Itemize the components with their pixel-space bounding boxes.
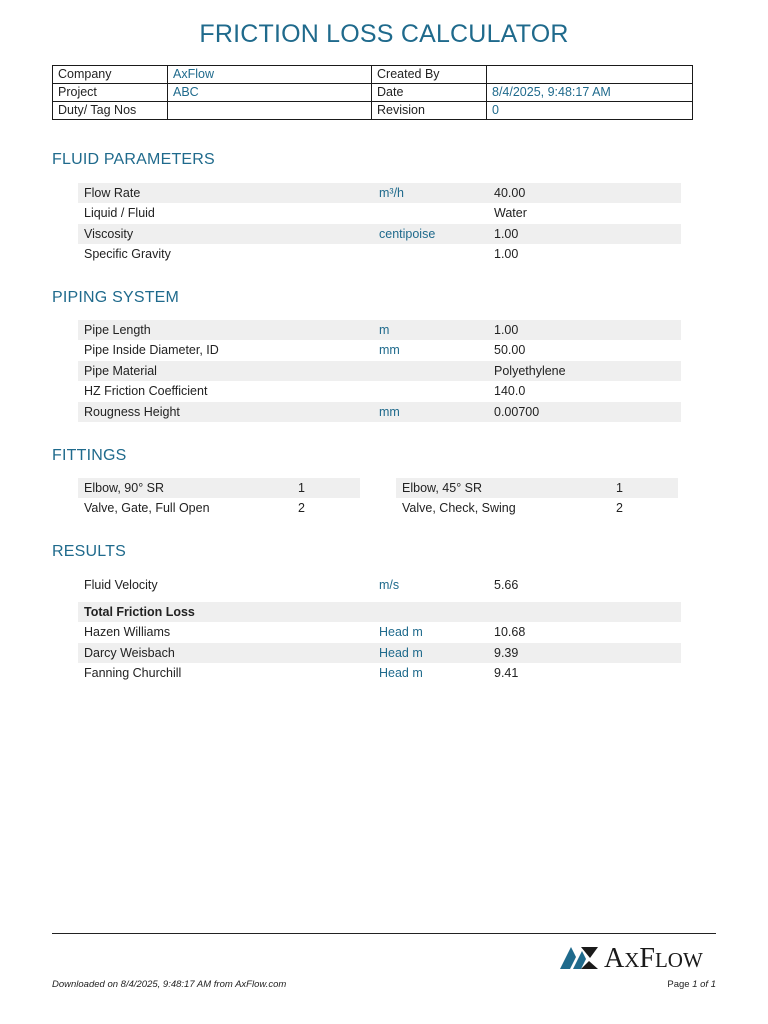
result-value: 9.39 [494,645,519,660]
piping-system-heading: PIPING SYSTEM [52,289,180,306]
param-label: Pipe Material [84,363,157,378]
fittings-right-list [396,478,678,519]
fitting-label: Valve, Gate, Full Open [84,501,210,516]
param-unit: m [379,323,390,337]
param-unit: mm [379,404,400,419]
download-note: Downloaded on 8/4/2025, 9:48:17 AM from AxFlow.com [52,979,287,990]
list-item [78,244,681,264]
info-row [53,102,693,120]
param-label: Flow Rate [84,186,141,200]
fitting-qty: 1 [298,481,305,495]
param-label: Liquid / Fluid [84,206,155,221]
list-item [396,498,678,518]
axflow-logo-text: AXFLOW [604,943,703,974]
param-value: 140.0 [494,384,526,399]
fitting-qty: 2 [616,501,623,516]
param-label: Pipe Inside Diameter, ID [84,343,219,358]
param-value: 1.00 [494,226,519,241]
created-by-value [487,66,693,84]
list-item [78,381,681,401]
result-label: Fanning Churchill [84,666,182,681]
fluid-parameters-heading: FLUID PARAMETERS [52,151,215,168]
list-item [78,643,681,663]
piping-system-list [78,320,681,422]
result-label: Fluid Velocity [84,578,158,592]
page-title: FRICTION LOSS CALCULATOR [199,20,569,48]
param-label: Rougness Height [84,404,180,419]
result-unit: m/s [379,578,400,592]
revision-label: Revision [372,102,487,120]
list-item [78,183,681,203]
fluid-parameters-list [78,183,681,265]
param-value: 1.00 [494,323,519,337]
result-value: 10.68 [494,625,526,640]
param-value: Water [494,206,527,221]
fitting-label: Valve, Check, Swing [402,501,516,516]
param-unit: centipoise [379,226,436,241]
param-value: Polyethylene [494,363,566,378]
info-table [52,65,693,120]
footer-divider [52,933,716,934]
param-value: 50.00 [494,343,526,358]
created-by-label: Created By [372,66,487,84]
revision-value: 0 [487,102,693,120]
page-number: Page 1 of 1 [667,979,716,990]
param-label: Viscosity [84,226,134,241]
result-value: 9.41 [494,666,519,681]
axflow-logo-icon [560,945,600,971]
list-item [78,663,681,683]
list-item [78,575,681,595]
param-label: Pipe Length [84,323,151,337]
list-item [78,361,681,381]
list-item [78,340,681,360]
date-label: Date [372,84,487,102]
fitting-label: Elbow, 90° SR [84,481,165,495]
param-value: 40.00 [494,186,526,200]
list-item [78,622,681,642]
fitting-label: Elbow, 45° SR [402,481,483,495]
results-velocity [78,575,681,595]
list-item [78,224,681,244]
fittings-heading: FITTINGS [52,447,127,464]
info-row [53,84,693,102]
info-row [53,66,693,84]
result-unit: Head m [379,645,423,660]
list-item [78,402,681,422]
param-label: Specific Gravity [84,247,171,262]
date-value: 8/4/2025, 9:48:17 AM [487,84,693,102]
project-value: ABC [168,84,372,102]
list-item [78,478,360,498]
param-unit: m³/h [379,186,404,200]
duty-label: Duty/ Tag Nos [53,102,168,120]
list-item [78,320,681,340]
fitting-qty: 2 [298,501,305,516]
param-unit: mm [379,343,400,358]
list-item [78,498,360,518]
param-value: 0.00700 [494,404,540,419]
param-value: 1.00 [494,247,519,262]
result-unit: Head m [379,666,423,681]
project-label: Project [53,84,168,102]
result-unit: Head m [379,625,423,640]
param-label: HZ Friction Coefficient [84,384,208,399]
duty-value [168,102,372,120]
results-heading: RESULTS [52,543,127,560]
fittings-left-list [78,478,360,519]
axflow-logo [560,943,718,973]
list-item [78,602,681,622]
fitting-qty: 1 [616,481,623,495]
result-label: Darcy Weisbach [84,645,175,660]
company-value: AxFlow [168,66,372,84]
company-label: Company [53,66,168,84]
result-label: Hazen Williams [84,625,171,640]
result-value: 5.66 [494,578,519,592]
total-friction-loss-label: Total Friction Loss [84,605,195,619]
list-item [396,478,678,498]
list-item [78,203,681,223]
results-friction-list [78,602,681,684]
